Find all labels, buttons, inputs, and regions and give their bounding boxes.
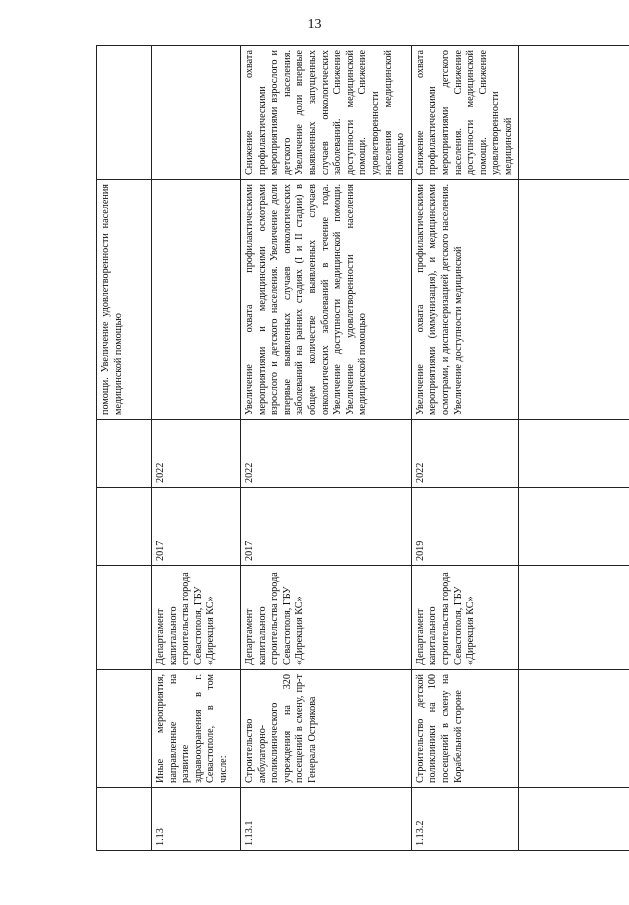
start-year-cell [97, 488, 152, 566]
measure-name-cell [519, 670, 629, 788]
table-row [519, 46, 629, 851]
measures-table [96, 45, 629, 851]
consequence-cell [152, 46, 241, 180]
table-row [241, 46, 412, 851]
executor-cell: Департамент капитального строительства города Севастополя, ГБУ «Дирекция КС» [411, 566, 519, 670]
start-year-cell: 2017 [241, 488, 412, 566]
expected-result-cell: Увеличение охвата профилактическими мероприятиями (иммунизация), и медицинскими осмотрами, и диспансеризацией детского населения. Увеличение доступности медицинской [411, 180, 519, 420]
consequence-cell: Снижение охвата профилактическими мероприятиями детского населения. Снижение доступности медицинской помощи. Снижение удовлетворенности медицинской [411, 46, 519, 180]
start-year-cell: 2017 [152, 488, 241, 566]
end-year-cell [519, 420, 629, 488]
consequence-cell: Снижение охвата профилактическими мероприятиями взрослого и детского населения. Увеличение доли впервые выявленных запущенных случаев онкологических заболеваний. Снижение доступности медицинской помощи. Снижение удовлетворенности населения медицинской помощью [241, 46, 412, 180]
executor-cell [519, 566, 629, 670]
measure-name-cell: Строительство детской поликлиники на 100 посещений в смену на Корабельной стороне [411, 670, 519, 788]
measure-name-cell [97, 670, 152, 788]
table-row [152, 46, 241, 851]
measure-name-cell: Иные мероприятия, направленные на развитие здравоохранения в г. Севастополе, в том числе: [152, 670, 241, 788]
end-year-cell: 2022 [241, 420, 412, 488]
end-year-cell: 2022 [411, 420, 519, 488]
start-year-cell [519, 488, 629, 566]
executor-cell: Департамент капитального строительства города Севастополя, ГБУ «Дирекция КС» [241, 566, 412, 670]
executor-cell [97, 566, 152, 670]
expected-result-cell [519, 180, 629, 420]
executor-cell: Департамент капитального строительства города Севастополя, ГБУ «Дирекция КС» [152, 566, 241, 670]
measure-name-cell: Строительство амбулаторно-поликлинического учреждения на 320 посещений в смену, пр-т Генерала Острякова [241, 670, 412, 788]
item-number-cell: 1.13 [152, 788, 241, 851]
end-year-cell [97, 420, 152, 488]
item-number-cell [519, 788, 629, 851]
start-year-cell: 2019 [411, 488, 519, 566]
expected-result-cell: помощи. Увеличение удовлетворенности населения медицинской помощью [97, 180, 152, 420]
item-number-cell [97, 788, 152, 851]
expected-result-cell [152, 180, 241, 420]
item-number-cell: 1.13.1 [241, 788, 412, 851]
expected-result-cell: Увеличение охвата профилактическими мероприятиями и медицинскими осмотрами взрослого и детского населения. Увеличение доли впервые выявленных случаев онкологических заболеваний на ранних стадиях (I и II стадии) в общем количестве выявленных случаев онкологических заболеваний в течение года. Увеличение доступности медицинской помощи. Увеличение удовлетворенности населения медицинской помощью [241, 180, 412, 420]
item-number-cell: 1.13.2 [411, 788, 519, 851]
consequence-cell [97, 46, 152, 180]
table-row [411, 46, 519, 851]
consequence-cell [519, 46, 629, 180]
page-number: 13 [307, 17, 322, 32]
table-row [97, 46, 152, 851]
rotated-table-page [96, 46, 606, 851]
end-year-cell: 2022 [152, 420, 241, 488]
